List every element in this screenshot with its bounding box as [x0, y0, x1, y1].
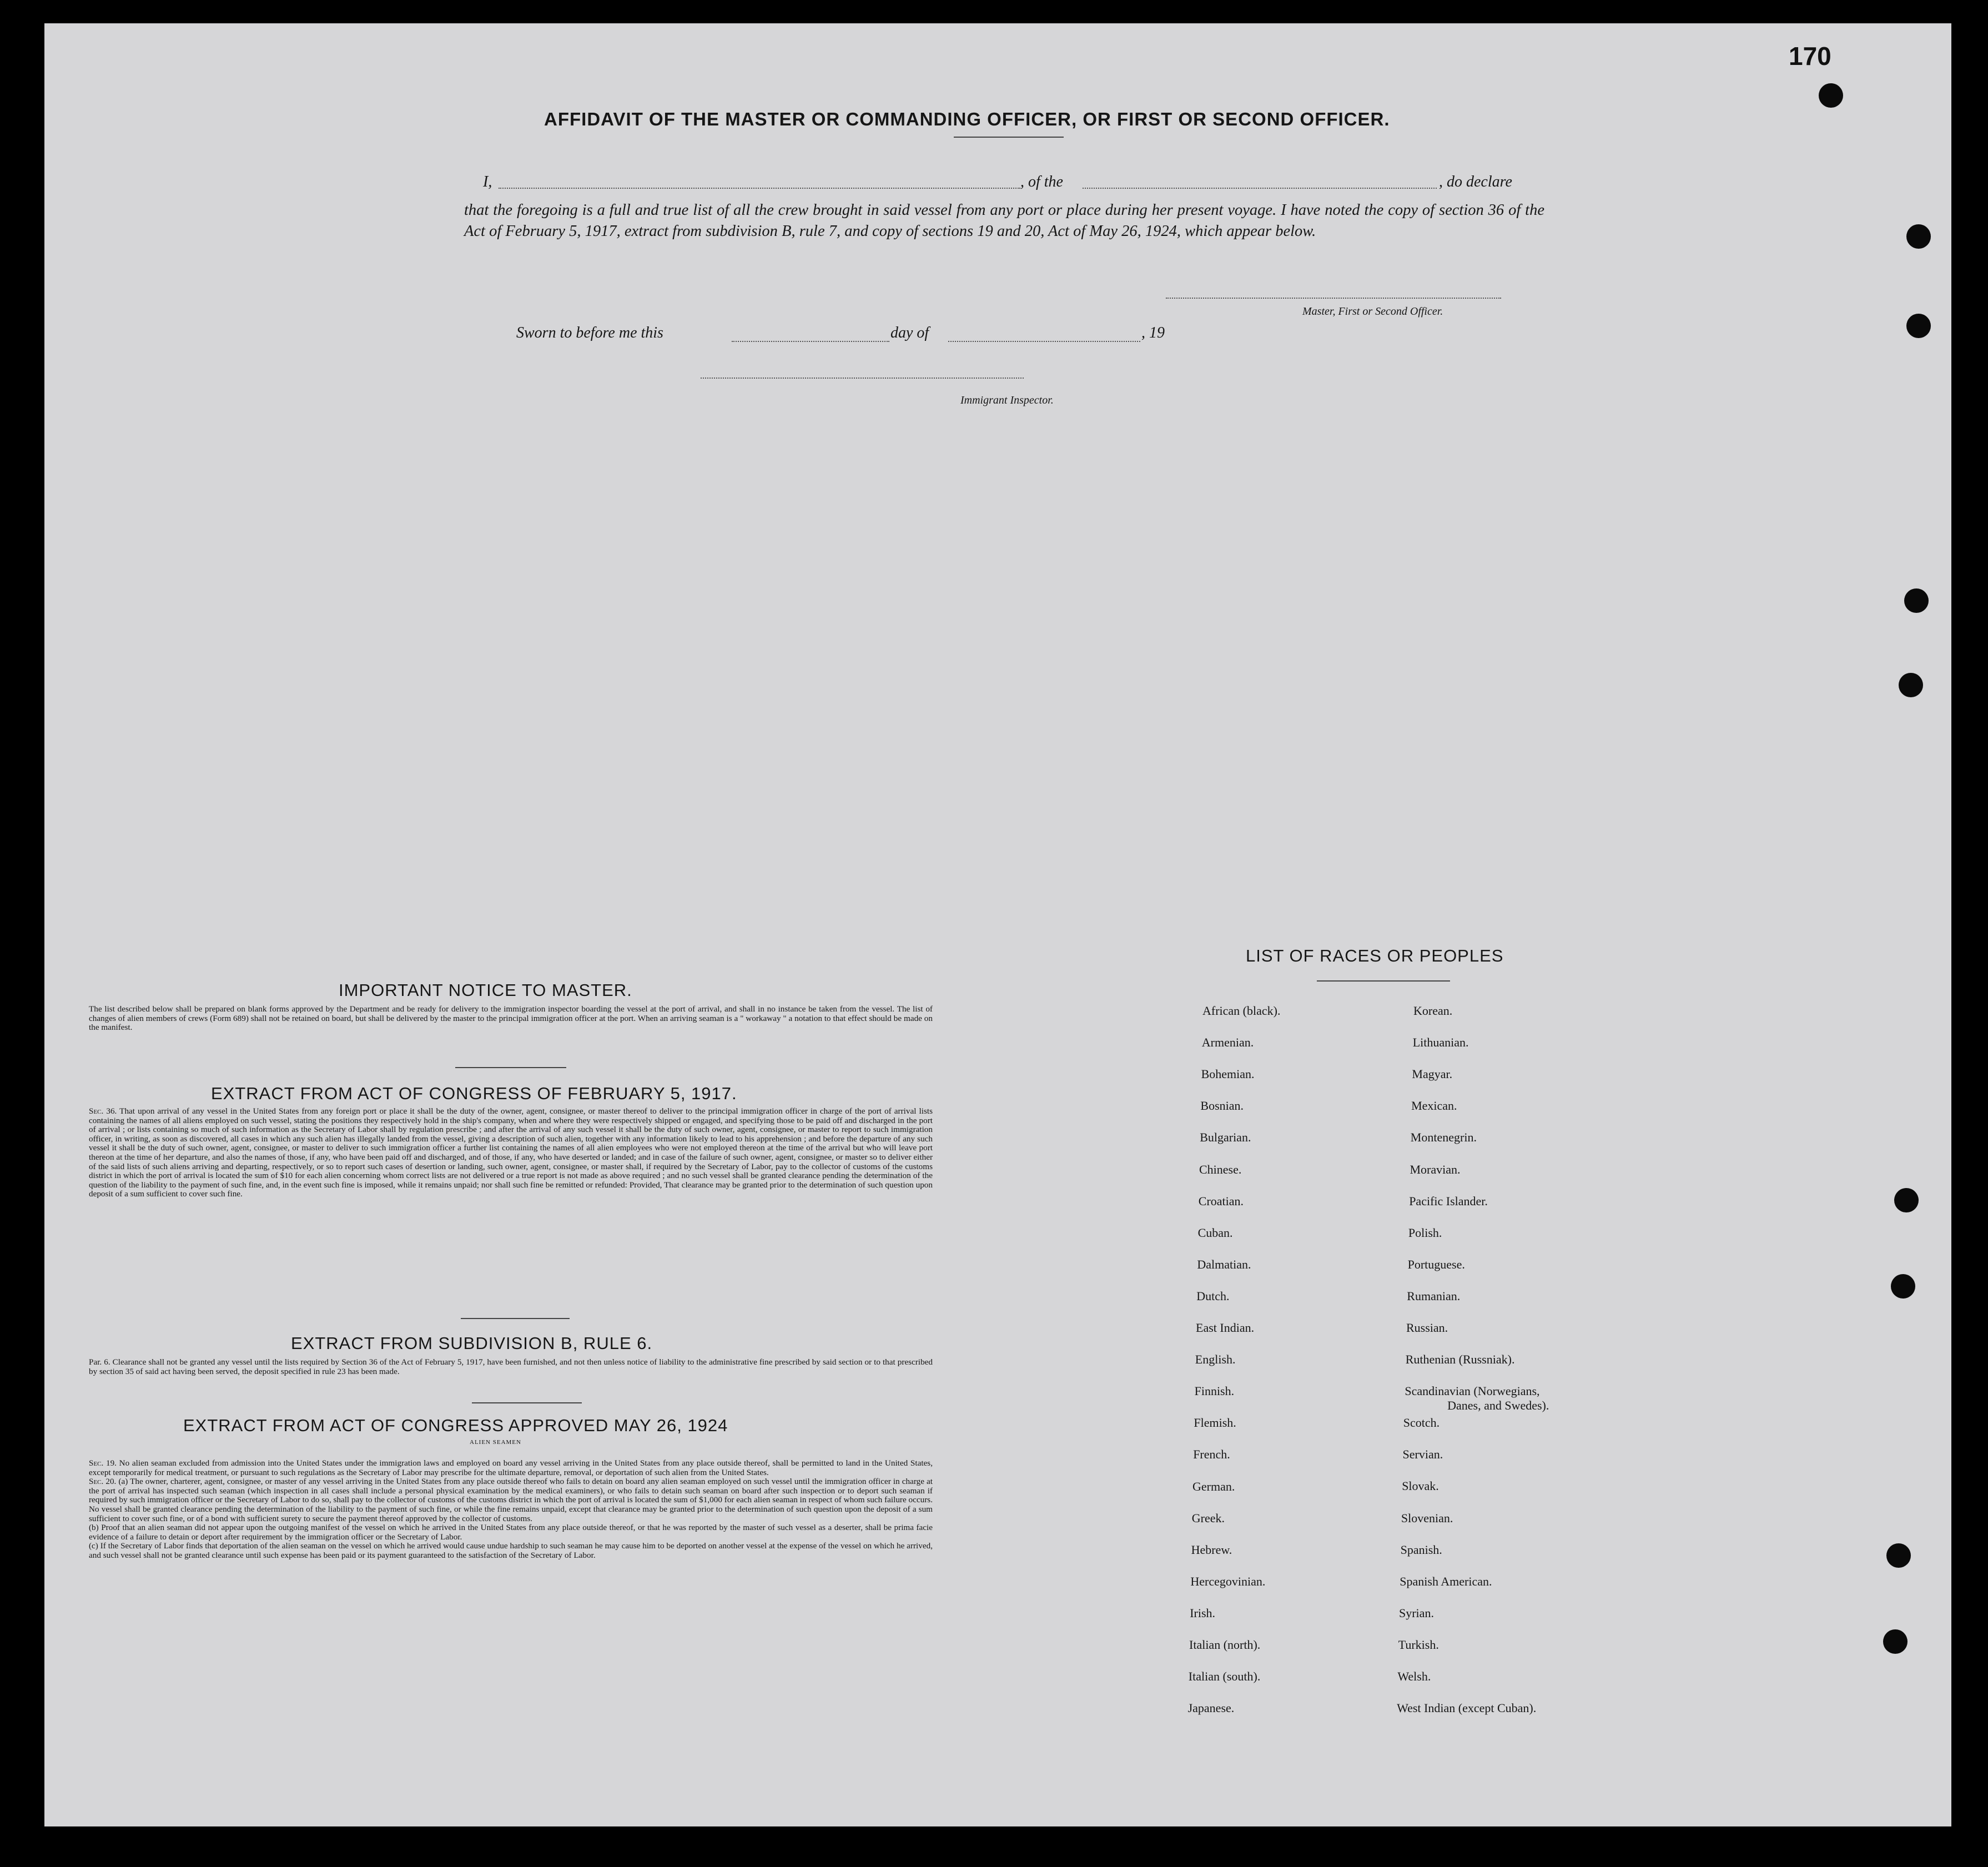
- sec-19: [89, 1459, 933, 1477]
- race-item: Korean.: [1413, 1004, 1453, 1018]
- race-item: Spanish American.: [1400, 1574, 1492, 1588]
- race-item: West Indian (except Cuban).: [1397, 1701, 1537, 1715]
- punch-hole: [1899, 673, 1923, 697]
- punch-hole: [1886, 1543, 1911, 1568]
- sec-19-label: Sec. 19.: [89, 1458, 117, 1468]
- vessel-name-field[interactable]: [1083, 188, 1437, 189]
- race-item: Syrian.: [1399, 1606, 1434, 1620]
- race-item: Moravian.: [1410, 1162, 1461, 1176]
- sworn-day-field[interactable]: [732, 341, 889, 342]
- alien-seamen-subtitle: ALIEN SEAMEN: [470, 1439, 521, 1446]
- race-item: German.: [1192, 1479, 1235, 1493]
- race-item: French.: [1193, 1447, 1230, 1462]
- affidavit-body: that the foregoing is a full and true list of all the crew brought in said vessel from any port or place during her present voyage. I have noted the copy of section 36 of the Act of February 5, 1917, extract from subdivision B, rule 7, and copy of sections 19 and 20, Act of May 26, 1924, which appear below.: [464, 202, 1544, 240]
- race-item: Italian (north).: [1189, 1638, 1261, 1652]
- of-the-label: , of the: [1020, 173, 1063, 190]
- race-item: Finnish.: [1194, 1384, 1235, 1398]
- declarant-i: I,: [483, 173, 492, 190]
- race-item: Dalmatian.: [1197, 1257, 1251, 1271]
- punch-hole: [1883, 1629, 1908, 1654]
- race-item: Pacific Islander.: [1409, 1194, 1488, 1208]
- race-item: Cuban.: [1197, 1225, 1233, 1240]
- race-item: Scandinavian (Norwegians,: [1405, 1384, 1540, 1398]
- race-item: Ruthenian (Russniak).: [1405, 1352, 1515, 1367]
- race-item: Slovak.: [1402, 1479, 1439, 1493]
- notice-body: The list described below shall be prepared on blank forms approved by the Department and be ready for delivery to the immigration inspector boarding the vessel at the port of arrival, and shall in no instance be taken from the vessel. The list of changes of alien members of crews (Form 689) shall not be retained on board, but shall be delivered by the master to the principal immigration officer at the port. When an arriving seaman is a " workaway " a notation to that effect should be made on the manifest.: [89, 1004, 933, 1033]
- race-item: Lithuanian.: [1412, 1035, 1469, 1050]
- race-item: Slovenian.: [1401, 1511, 1453, 1525]
- race-item: Italian (south).: [1188, 1669, 1261, 1684]
- race-item: Polish.: [1408, 1225, 1442, 1240]
- extract-1917-title: EXTRACT FROM ACT OF CONGRESS OF FEBRUARY 5, 1917.: [211, 1084, 737, 1103]
- extract-1924-title: EXTRACT FROM ACT OF CONGRESS APPROVED MAY 26, 1924: [183, 1416, 728, 1435]
- race-item: Bulgarian.: [1200, 1130, 1251, 1145]
- race-item: Dutch.: [1196, 1289, 1230, 1303]
- year-label: , 19: [1141, 324, 1165, 341]
- race-item: East Indian.: [1196, 1321, 1255, 1335]
- sec-36-text: That upon arrival of any vessel in the United States from any foreign port or place it shall be the duty of the owner, agent, consignee, or master thereof to deliver to the principal immigration officer in charge of the port of arrival lists containing the names of all aliens employed on such vessel, stating the positions they respectively hold in the ship's company, when and where they were respectively shipped or engaged, and specifying those to be paid off and discharged in the port of arrival ; or lists containing so much of such information as the Secretary of Labor shall by regulation prescribe ; and after the arrival of any such vessel it shall be the duty of such owner, agent, consignee, or master to report to such immigration officer, in writing, as soon as discovered, all cases in which any such alien has illegally landed from the vessel, giving a description of such alien, together with any information likely to lead to his apprehension ; and before the departure of any such vessel it shall be the duty of such owner, agent, consignee, or master to deliver to such immigration officer a further list containing the names of all alien employees who were not employed thereon at the time of the arrival but who will leave port thereon at the time of her departure, and also the names of those, if any, who have been paid off and discharged, and of those, if any, who have deserted or landed; and in case of the failure of such owner, agent, consignee, or master so to deliver either of the said lists of such aliens arriving and departing, respectively, or so to report such cases of desertion or landing, such owner, agent, consignee, or master shall, if required by the Secretary of Labor, pay to the collector of customs of the customs district in which the port of arrival is located the sum of $10 for each alien concerning whom correct lists are not delivered or a true report is not made as above required ; and no such vessel shall be granted clearance pending the determination of the question of the liability to the payment of such fine, and, in the event such fine is imposed, while it remains unpaid; nor shall such fine be remitted or refunded: Provided, That clearance may be granted prior to the determination of such question upon deposit of a sum sufficient to cover such fine.: [89, 1106, 933, 1199]
- punch-hole: [1906, 314, 1931, 338]
- day-of-label: day of: [890, 324, 929, 341]
- inspector-signature-field[interactable]: [701, 378, 1024, 379]
- race-item: Turkish.: [1398, 1637, 1439, 1652]
- race-item: Portuguese.: [1407, 1257, 1465, 1271]
- race-item: African (black).: [1202, 1004, 1281, 1018]
- divider: [954, 137, 1064, 138]
- races-title: LIST OF RACES OR PEOPLES: [1246, 946, 1504, 965]
- race-item: Scotch.: [1403, 1416, 1440, 1430]
- inspector-label: Immigrant Inspector.: [960, 394, 1054, 406]
- punch-hole: [1904, 588, 1929, 613]
- race-item: Bohemian.: [1201, 1067, 1255, 1081]
- divider: [472, 1402, 582, 1403]
- corner-stamp: 170: [1789, 42, 1831, 71]
- race-item: Servian.: [1402, 1447, 1443, 1462]
- punch-hole: [1906, 224, 1931, 249]
- race-item: Spanish.: [1400, 1542, 1442, 1557]
- race-item: Hebrew.: [1191, 1542, 1232, 1557]
- sec-36-label: Sec. 36.: [89, 1106, 117, 1116]
- race-item: Flemish.: [1194, 1416, 1236, 1430]
- race-item: Rumanian.: [1407, 1289, 1461, 1303]
- race-item: Mexican.: [1411, 1099, 1457, 1113]
- extract-rule6-body: Par. 6. Clearance shall not be granted any vessel until the lists required by Section 36 of the Act of February 5, 1917, have been furnished, and not then unless notice of liability to the administrative fine prescribed by said section or to that prescribed by section 35 of said act having been served, the deposit specified in rule 23 has been made.: [89, 1357, 933, 1376]
- sworn-label: Sworn to before me this: [516, 324, 663, 341]
- punch-hole: [1894, 1188, 1919, 1212]
- affidavit-title: AFFIDAVIT OF THE MASTER OR COMMANDING OFFICER, OR FIRST OR SECOND OFFICER.: [544, 109, 1390, 129]
- race-item: Japanese.: [1187, 1701, 1235, 1715]
- extract-1917-body: [89, 1107, 933, 1199]
- race-item: English.: [1195, 1352, 1236, 1367]
- sec-19-text: No alien seaman excluded from admission into the United States under the immigration laws and employed on board any vessel arriving in the United States from any place outside thereof, shall be permitted to land in the United States, except temporarily for medical treatment, or pursuant to such regulations as the Secretary of Labor may prescribe for the ultimate departure, removal, or deportation of such alien from the United States.: [89, 1458, 933, 1477]
- divider: [461, 1318, 570, 1319]
- punch-hole: [1891, 1274, 1915, 1299]
- race-item: Welsh.: [1397, 1669, 1431, 1683]
- divider: [455, 1067, 566, 1068]
- race-item: Magyar.: [1412, 1067, 1453, 1081]
- sec-20a: [89, 1477, 933, 1523]
- race-item: Hercegovinian.: [1190, 1574, 1266, 1588]
- sec-20b: (b) Proof that an alien seaman did not appear upon the outgoing manifest of the vessel on which he arrived in the United States from any place outside thereof, or that he was reported by the master of such vessel as a deserter, shall be prima facie evidence of a failure to detain or deport after requirement by the immigration officer or the Secretary of Labor.: [89, 1523, 933, 1542]
- race-item: Bosnian.: [1200, 1099, 1244, 1113]
- declarant-name-field[interactable]: [499, 188, 1020, 189]
- race-item: Greek.: [1191, 1511, 1225, 1525]
- race-item: Irish.: [1190, 1606, 1216, 1620]
- race-item: Croatian.: [1198, 1194, 1244, 1208]
- officer-signature-label: Master, First or Second Officer.: [1302, 305, 1443, 318]
- race-item: Chinese.: [1199, 1162, 1242, 1176]
- punch-hole: [1819, 83, 1843, 108]
- sec-20c: (c) If the Secretary of Labor finds that deportation of the alien seaman on the vessel on which he arrived would cause undue hardship to such seaman he may cause him to be deported on another vessel at the expense of the vessel on which he arrived, and such vessel shall not be granted clearance until such expense has been paid or its payment guaranteed to the satisfaction of the Secretary of Labor.: [89, 1541, 933, 1560]
- sec-20-label: Sec. 20.: [89, 1477, 117, 1487]
- race-item: Montenegrin.: [1410, 1130, 1477, 1145]
- extract-1924-body: [89, 1459, 933, 1561]
- declare-label: , do declare: [1439, 173, 1512, 190]
- extract-rule6-title: EXTRACT FROM SUBDIVISION B, RULE 6.: [291, 1333, 653, 1353]
- race-item: Russian.: [1406, 1321, 1448, 1335]
- officer-signature-field[interactable]: [1166, 298, 1501, 299]
- sworn-month-field[interactable]: [948, 341, 1140, 342]
- race-item: Armenian.: [1201, 1035, 1254, 1050]
- sec-20a-text: (a) The owner, charterer, agent, consignee, or master of any vessel arriving in the United States from any place outside thereof who fails to detain on board any alien seaman employed on such vessel until the immigration officer in charge at the port of arrival has inspected such seaman (which inspection in all cases shall include a personal physical examination by the medical examiners), or who fails to detain such seaman on board after such inspection or to deport such seaman if required by such immigration officer or the Secretary of Labor to do so, shall pay to the collector of customs of the customs district in which the port of arrival is located the sum of $1,000 for each alien seaman in respect of whom such failure occurs. No vessel shall be granted clearance pending the determination of the liability to the payment of such fine, or while the fine remains unpaid, except that clearance may be granted prior to the determination of such question upon the deposit of a sum sufficient to cover such fine, or of a bond with sufficient surety to secure the payment thereof approved by the collector of customs.: [89, 1477, 933, 1523]
- race-item: Danes, and Swedes).: [1447, 1398, 1549, 1413]
- divider: [1317, 980, 1450, 982]
- notice-title: IMPORTANT NOTICE TO MASTER.: [339, 980, 632, 1000]
